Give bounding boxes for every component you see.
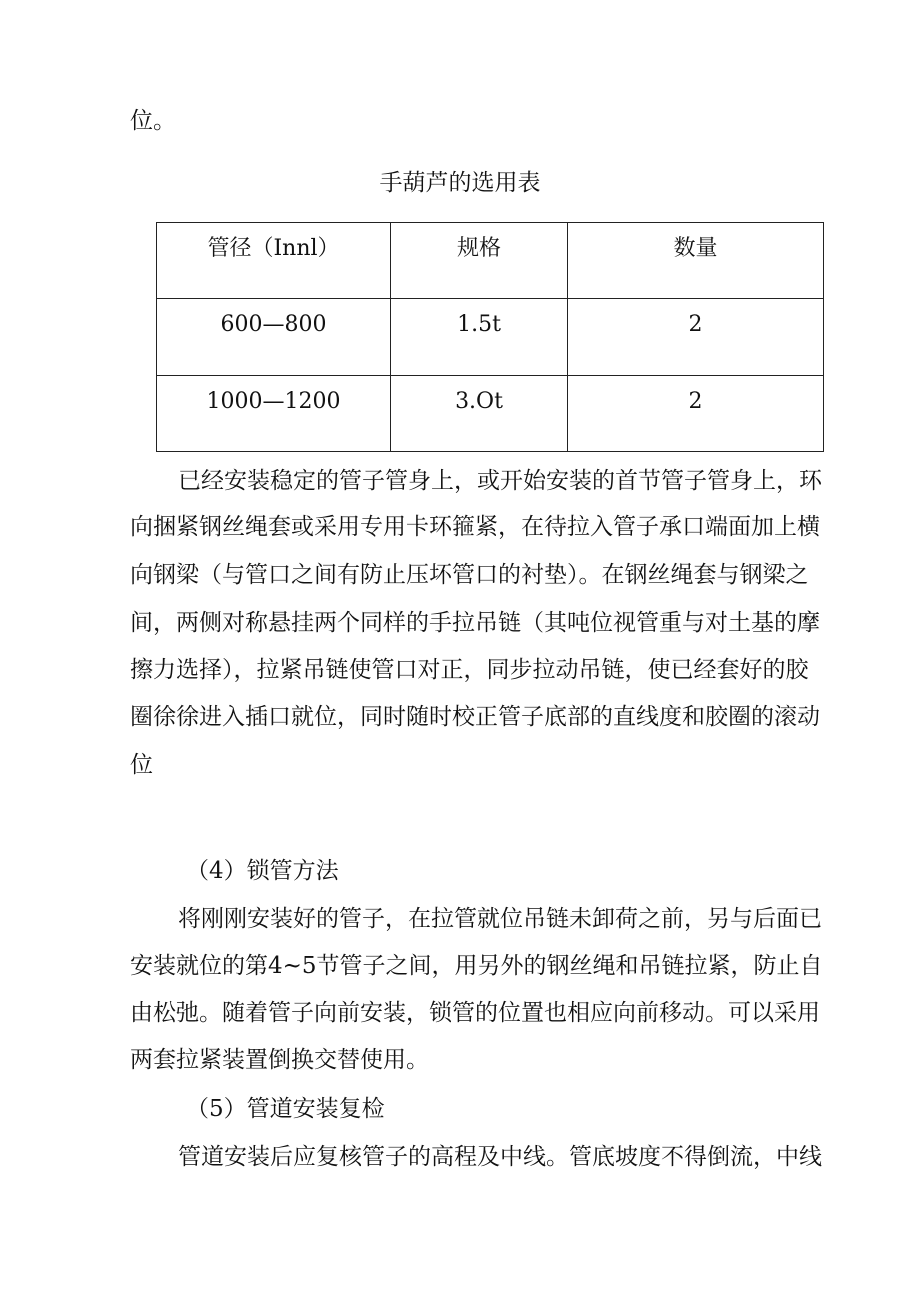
table-cell: 3.Ot bbox=[391, 375, 568, 451]
paragraph-line: 擦力选择），拉紧吊链使管口对正，同步拉动吊链，使已经套好的胶 bbox=[130, 657, 809, 683]
paragraph-line: 管道安装后应复核管子的高程及中线。管底坡度不得倒流，中线 bbox=[178, 1144, 822, 1170]
paragraph-line: 间，两侧对称悬挂两个同样的手拉吊链（其吨位视管重与对土基的摩 bbox=[130, 610, 820, 636]
header-cell-diameter: 管径（Innl） bbox=[157, 223, 391, 299]
paragraph-line: 向钢梁（与管口之间有防止压坏管口的衬垫）。在钢丝绳套与钢梁之 bbox=[130, 562, 809, 588]
table-cell: 2 bbox=[568, 299, 824, 375]
header-cell-quantity: 数量 bbox=[568, 223, 824, 299]
section-5-heading: （5）管道安装复检 bbox=[186, 1096, 385, 1122]
paragraph-line: 圈徐徐进入插口就位，同时随时校正管子底部的直线度和胶圈的滚动 bbox=[130, 704, 820, 730]
table-cell: 1.5t bbox=[391, 299, 568, 375]
paragraph-line: 两套拉紧装置倒换交替使用。 bbox=[130, 1047, 429, 1073]
header-cell-spec: 规格 bbox=[391, 223, 568, 299]
paragraph-line: 向捆紧钢丝绳套或采用专用卡环箍紧，在待拉入管子承口端面加上横 bbox=[130, 514, 820, 540]
table-header-row bbox=[157, 223, 824, 299]
table-row bbox=[157, 299, 824, 375]
top-fragment: 位。 bbox=[130, 108, 176, 134]
table-row bbox=[157, 375, 824, 451]
table-title: 手葫芦的选用表 bbox=[379, 170, 541, 196]
table-cell: 2 bbox=[568, 375, 824, 451]
selection-table bbox=[156, 222, 814, 452]
paragraph-line: 已经安装稳定的管子管身上，或开始安装的首节管子管身上，环 bbox=[178, 468, 822, 494]
table-cell: 1000—1200 bbox=[157, 375, 391, 451]
paragraph-line: 将刚刚安装好的管子，在拉管就位吊链未卸荷之前，另与后面已 bbox=[178, 906, 822, 932]
paragraph-line: 安装就位的第4~5节管子之间，用另外的钢丝绳和吊链拉紧，防止自 bbox=[130, 953, 823, 979]
paragraph-line: 位 bbox=[130, 752, 153, 778]
table-cell: 600—800 bbox=[157, 299, 391, 375]
section-4-heading: （4）锁管方法 bbox=[186, 858, 339, 884]
paragraph-line: 由松弛。随着管子向前安装，锁管的位置也相应向前移动。可以采用 bbox=[130, 1000, 820, 1026]
